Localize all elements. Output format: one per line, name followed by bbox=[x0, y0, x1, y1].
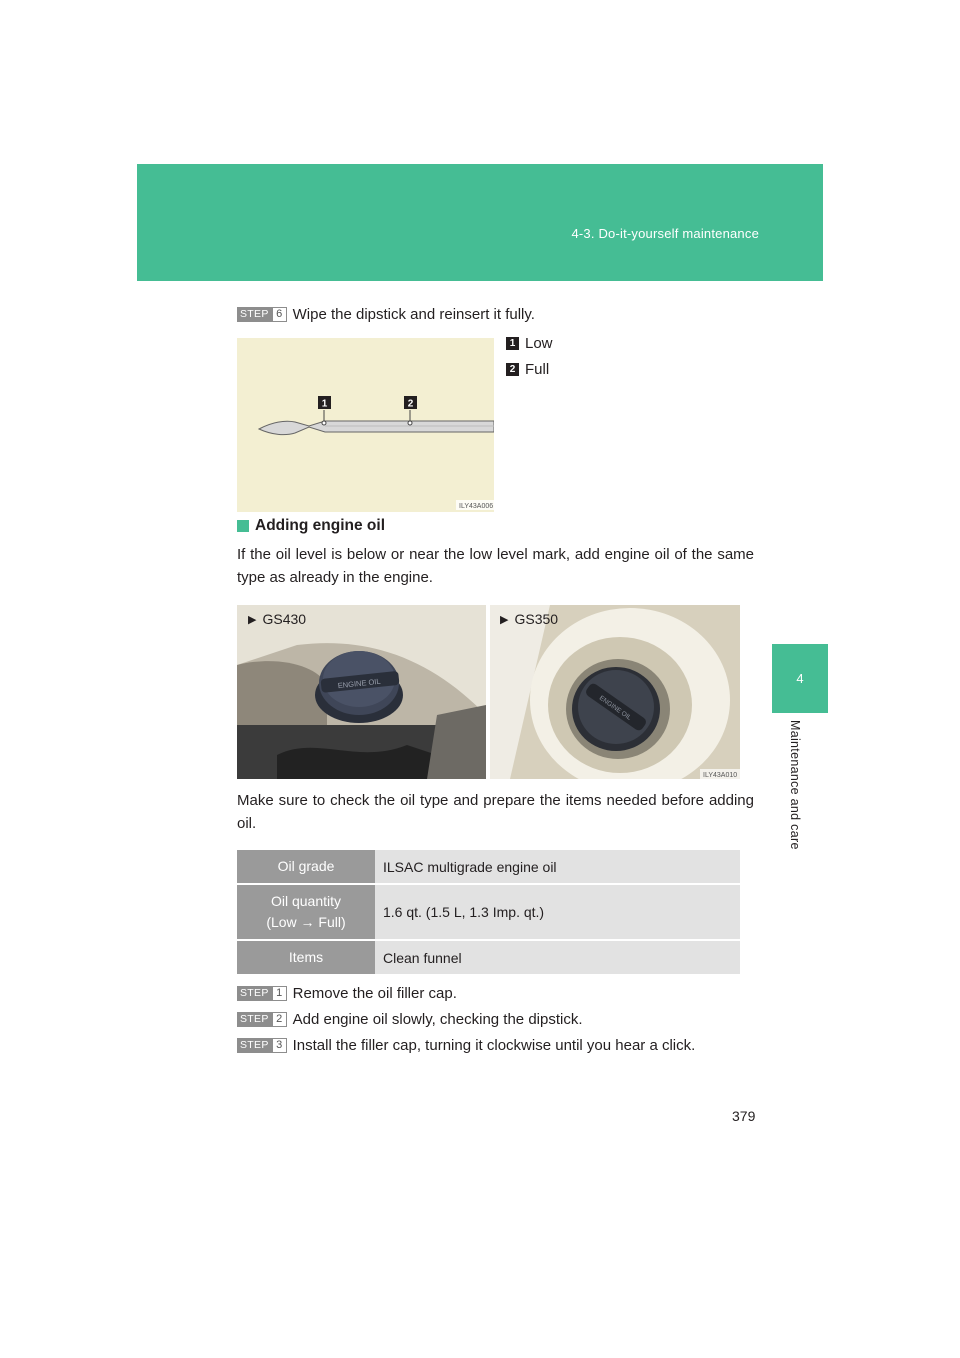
step-2-text: Add engine oil slowly, checking the dipstick. bbox=[292, 1011, 583, 1028]
figure-code: ILY43A006 bbox=[459, 503, 494, 510]
callout-2: 2 bbox=[407, 398, 414, 410]
items-value: Clean funnel bbox=[375, 940, 740, 975]
step-1-row bbox=[237, 985, 457, 1002]
chapter-tab[interactable] bbox=[772, 644, 828, 713]
table-row bbox=[237, 940, 740, 975]
gs350-cap-photo bbox=[490, 605, 740, 779]
step-6-text: Wipe the dipstick and reinsert it fully. bbox=[292, 306, 535, 323]
adding-paragraph: If the oil level is below or near the low level mark, add engine oil of the same type as already in the engine. bbox=[237, 546, 754, 586]
gs430-cap-photo bbox=[237, 605, 486, 779]
cap-figure-code: ILY43A010 bbox=[703, 772, 738, 779]
page-number: 379 bbox=[732, 1108, 756, 1124]
oil-grade-label: Oil grade bbox=[237, 850, 375, 884]
oil-grade-value: ILSAC multigrade engine oil bbox=[375, 850, 740, 884]
legend-full: 2 Full bbox=[506, 361, 549, 378]
oil-quantity-label: Oil quantity (Low → Full) bbox=[237, 884, 375, 940]
oil-quantity-value: 1.6 qt. (1.5 L, 1.3 Imp. qt.) bbox=[375, 884, 740, 940]
step-3-row bbox=[237, 1037, 695, 1054]
step-badge: STEP 1 bbox=[237, 986, 287, 1001]
play-arrow-icon: ▶ bbox=[248, 613, 257, 626]
items-label: Items bbox=[237, 940, 375, 975]
check-paragraph: Make sure to check the oil type and prepare the items needed before adding oil. bbox=[237, 792, 754, 832]
step-3-text: Install the filler cap, turning it clockwise until you hear a click. bbox=[292, 1037, 696, 1054]
step-badge: STEP 3 bbox=[237, 1038, 287, 1053]
step-2-row bbox=[237, 1011, 583, 1028]
play-arrow-icon: ▶ bbox=[500, 613, 509, 626]
model-tag-gs350: ▶ GS350 bbox=[500, 611, 559, 627]
gs350-cap-text: ENGINE OIL bbox=[597, 694, 633, 722]
step-6-row bbox=[237, 306, 535, 323]
chapter-label: Maintenance and care bbox=[788, 720, 802, 850]
model-tag-gs430: ▶ GS430 bbox=[248, 611, 307, 627]
header-band bbox=[137, 164, 823, 281]
table-row bbox=[237, 884, 740, 940]
legend-low: 1 Low bbox=[506, 335, 553, 352]
callout-1: 1 bbox=[321, 398, 328, 410]
table-row bbox=[237, 850, 740, 884]
step-badge: STEP 6 bbox=[237, 307, 287, 322]
step-badge: STEP 2 bbox=[237, 1012, 287, 1027]
section-title: 4-3. Do-it-yourself maintenance bbox=[571, 226, 759, 241]
section-heading: Adding engine oil bbox=[237, 517, 385, 535]
step-1-text: Remove the oil filler cap. bbox=[292, 985, 457, 1002]
heading-bullet bbox=[237, 520, 249, 532]
chapter-number: 4 bbox=[796, 671, 804, 686]
dipstick-illustration bbox=[237, 338, 494, 512]
gs430-cap-text: ENGINE OIL bbox=[337, 676, 381, 691]
oil-spec-table bbox=[237, 850, 740, 976]
